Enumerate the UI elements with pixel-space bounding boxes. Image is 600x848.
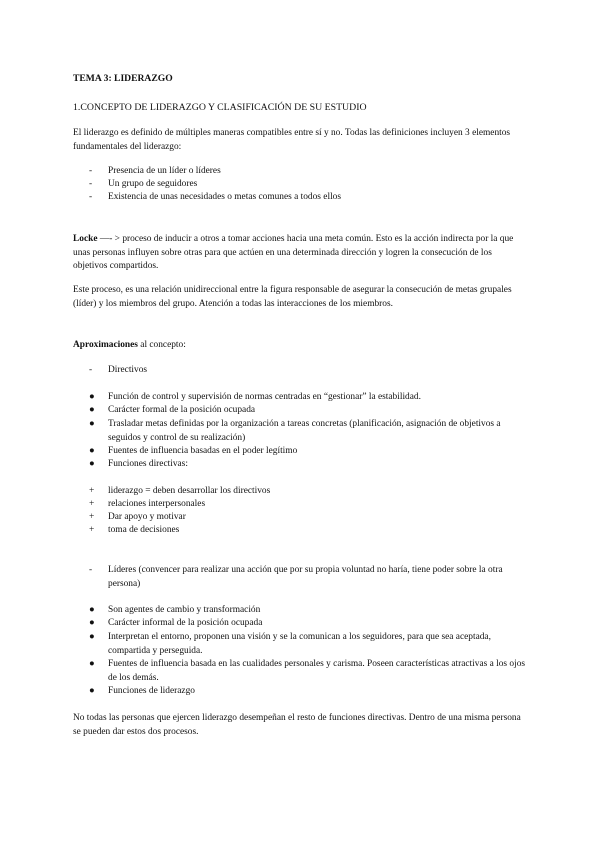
bullet-icon: ● [89,618,95,628]
dash-marker: - [89,179,93,189]
bullet-icon: ● [89,686,95,696]
bullet-icon: ● [89,405,95,415]
bullet-item: ● Fuentes de influencia basada en las cualidades personales y carisma. Poseen características atractivas a los ojos de los demás. [89,659,526,683]
document-title: TEMA 3: LIDERAZGO [73,73,173,84]
closing-paragraph: No todas las personas que ejercen liderazgo desempeñan el resto de funciones directivas. Dentro de una misma persona se pueden dar estos dos procesos. [73,713,521,737]
plus-icon: + [89,486,95,496]
dash-marker: - [89,192,93,202]
plus-icon: + [89,512,95,522]
locke-name: Locke [73,234,98,244]
plus-icon: + [89,499,95,509]
relation-paragraph: Este proceso, es una relación unidireccional entre la figura responsable de asegurar la consecución de metas grupales (líder) y los miembros del grupo. Atención a todas las interacciones de los miembros. [73,285,512,309]
dash-marker: - [89,365,93,375]
bullet-icon: ● [89,659,95,669]
bullet-icon: ● [89,605,95,615]
dash-marker: - [89,166,93,176]
lideres-item: - Líderes (convencer para realizar una acción que por su propia voluntad no haría, tiene poder sobre la otra persona) [89,565,503,589]
approximations-heading: Aproximaciones al concepto: [73,340,186,350]
bullet-item: ● Interpretan el entorno, proponen una visión y se la comunican a los seguidores, para que sea aceptada, compartida y perseguida. [89,632,491,656]
section-heading: 1.CONCEPTO DE LIDERAZGO Y CLASIFICACIÓN DE SU ESTUDIO [73,102,367,113]
locke-paragraph: Locke —- > proceso de inducir a otros a tomar acciones hacia una meta común. Esto es la acción indirecta por la que unas personas influyen sobre otras para que actúen en una determinada dirección y logren la consecución de los objetivos compartidos. [73,234,514,272]
bullet-item: ● Trasladar metas definidas por la organización a tareas concretas (planificación, asignación de objetivos a seguidos y control de su realización) [89,419,501,443]
plus-icon: + [89,525,95,535]
bullet-icon: ● [89,419,95,429]
bullet-icon: ● [89,632,95,642]
bullet-icon: ● [89,392,95,402]
dash-marker: - [89,565,93,575]
intro-paragraph: El liderazgo es definido de múltiples maneras compatibles entre sí y no. Todas las definiciones incluyen 3 elementos fundamentales del liderazgo: [73,128,511,152]
bullet-icon: ● [89,446,95,456]
bullet-icon: ● [89,459,95,469]
